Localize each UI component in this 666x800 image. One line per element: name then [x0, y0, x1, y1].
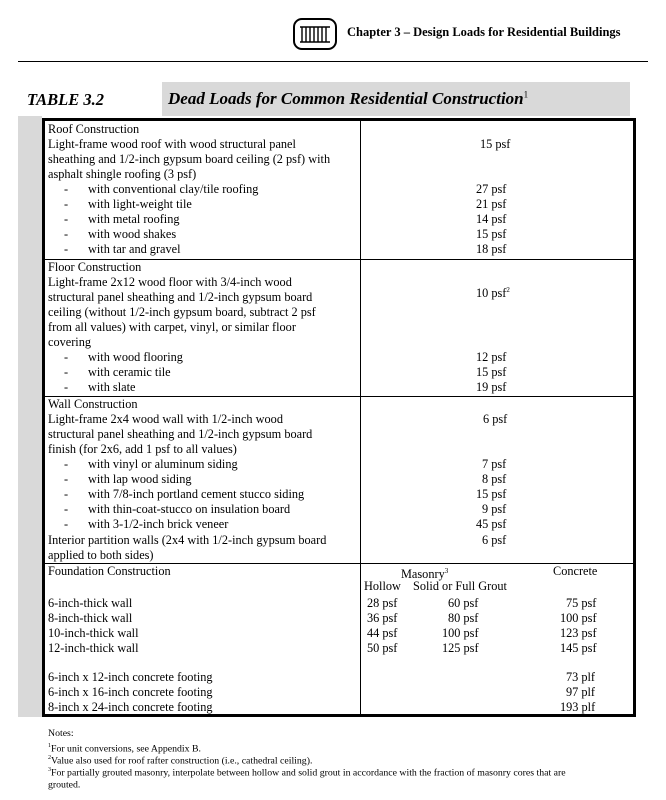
bullet-dash: -	[64, 350, 69, 364]
note-item: $^1$For unit conversions, see Appendix B.	[48, 743, 201, 755]
hollow-value: 28 psf	[367, 596, 398, 610]
hollow-value: 36 psf	[367, 611, 398, 625]
concrete-header: Concrete	[553, 564, 598, 578]
floor-heading: Floor Construction	[48, 260, 142, 274]
wall-item-value: 15 psf	[476, 487, 507, 501]
roof-item-label: with conventional clay/tile roofing	[88, 182, 259, 196]
footing-label: 8-inch x 24-inch concrete footing	[48, 700, 213, 714]
floor-desc-line: structural panel sheathing and 1/2-inch gypsum board	[48, 290, 313, 304]
wall-item-value: 45 psf	[476, 517, 507, 531]
wall-item-label: with lap wood siding	[88, 472, 192, 486]
bullet-dash: -	[64, 457, 69, 471]
concrete-value: 145 psf	[560, 641, 597, 655]
floor-item-label: with slate	[88, 380, 136, 394]
concrete-value: 123 psf	[560, 626, 597, 640]
solid-value: 100 psf	[442, 626, 479, 640]
floor-desc-line: from all values) with carpet, vinyl, or similar floor	[48, 320, 296, 334]
wall-heading: Wall Construction	[48, 397, 138, 411]
note-item: $^3$For partially grouted masonry, interpolate between hollow and solid grout in accordance with the fraction of masonry cores that are	[48, 767, 566, 779]
foundation-heading: Foundation Construction	[48, 564, 171, 578]
bullet-dash: -	[64, 380, 69, 394]
wall-base-value: 6 psf	[483, 412, 508, 426]
notes-heading: Notes:	[48, 728, 74, 739]
floor-item-value: 12 psf	[476, 350, 507, 364]
roof-item-value: 18 psf	[476, 242, 507, 256]
footing-value: 193 plf	[560, 700, 596, 714]
floor-desc-line: covering	[48, 335, 92, 349]
roof-item-value: 27 psf	[476, 182, 507, 196]
floor-desc-line: Light-frame 2x12 wood floor with 3/4-inch wood	[48, 275, 292, 289]
floor-base-value: 10 psf$^2$	[476, 286, 510, 301]
floor-item-label: with ceramic tile	[88, 365, 171, 379]
bullet-dash: -	[64, 197, 69, 211]
foundation-wall-label: 12-inch-thick wall	[48, 641, 139, 655]
bullet-dash: -	[64, 227, 69, 241]
column-divider	[360, 121, 361, 716]
wall-item-value: 8 psf	[482, 472, 507, 486]
header-rule	[18, 61, 648, 62]
interior-wall-line: applied to both sides)	[48, 548, 154, 562]
solid-value: 60 psf	[448, 596, 479, 610]
bullet-dash: -	[64, 487, 69, 501]
roof-item-label: with metal roofing	[88, 212, 180, 226]
foundation-wall-label: 8-inch-thick wall	[48, 611, 133, 625]
footing-label: 6-inch x 12-inch concrete footing	[48, 670, 213, 684]
roof-item-value: 21 psf	[476, 197, 507, 211]
note-item: grouted.	[48, 779, 81, 791]
table-label: TABLE 3.2	[27, 90, 105, 109]
bullet-dash: -	[64, 517, 69, 531]
bullet-dash: -	[64, 502, 69, 516]
wall-desc-line: structural panel sheathing and 1/2-inch gypsum board	[48, 427, 313, 441]
table-title: Dead Loads for Common Residential Construction$^1$	[168, 89, 529, 108]
roof-item-value: 15 psf	[476, 227, 507, 241]
roof-item-value: 14 psf	[476, 212, 507, 226]
wall-item-value: 9 psf	[482, 502, 507, 516]
roof-item-label: with tar and gravel	[88, 242, 181, 256]
floor-item-value: 15 psf	[476, 365, 507, 379]
columns-icon	[293, 18, 337, 50]
masonry-header: Masonry$^3$	[401, 567, 449, 582]
floor-item-label: with wood flooring	[88, 350, 183, 364]
footing-value: 97 plf	[566, 685, 596, 699]
hollow-value: 44 psf	[367, 626, 398, 640]
wall-desc-line: Light-frame 2x4 wood wall with 1/2-inch wood	[48, 412, 283, 426]
interior-wall-line: Interior partition walls (2x4 with 1/2-inch gypsum board	[48, 533, 327, 547]
wall-item-label: with thin-coat-stucco on insulation board	[88, 502, 291, 516]
wall-item-value: 7 psf	[482, 457, 507, 471]
roof-base-value: 15 psf	[480, 137, 511, 151]
roof-heading: Roof Construction	[48, 122, 140, 136]
concrete-value: 100 psf	[560, 611, 597, 625]
concrete-value: 75 psf	[566, 596, 597, 610]
roof-item-label: with light-weight tile	[88, 197, 192, 211]
floor-item-value: 19 psf	[476, 380, 507, 394]
note-item: $^2$Value also used for roof rafter construction (i.e., cathedral ceiling).	[48, 755, 313, 767]
chapter-title: Chapter 3 – Design Loads for Residential Buildings	[347, 25, 621, 39]
hollow-value: 50 psf	[367, 641, 398, 655]
roof-desc-line: asphalt shingle roofing (3 psf)	[48, 167, 197, 181]
foundation-wall-label: 10-inch-thick wall	[48, 626, 139, 640]
floor-desc-line: ceiling (without 1/2-inch gypsum board, subtract 2 psf	[48, 305, 316, 319]
interior-wall-value: 6 psf	[482, 533, 507, 547]
wall-desc-line: finish (for 2x6, add 1 psf to all values)	[48, 442, 237, 456]
roof-desc-line: sheathing and 1/2-inch gypsum board ceiling (2 psf) with	[48, 152, 331, 166]
bullet-dash: -	[64, 242, 69, 256]
roof-desc-line: Light-frame wood roof with wood structural panel	[48, 137, 296, 151]
bullet-dash: -	[64, 182, 69, 196]
table-gutter	[18, 116, 42, 717]
wall-item-label: with 7/8-inch portland cement stucco siding	[88, 487, 305, 501]
wall-item-label: with vinyl or aluminum siding	[88, 457, 238, 471]
bullet-dash: -	[64, 365, 69, 379]
bullet-dash: -	[64, 212, 69, 226]
roof-item-label: with wood shakes	[88, 227, 177, 241]
footing-value: 73 plf	[566, 670, 596, 684]
footing-label: 6-inch x 16-inch concrete footing	[48, 685, 213, 699]
solid-grout-header: Solid or Full Grout	[413, 579, 507, 593]
foundation-wall-label: 6-inch-thick wall	[48, 596, 133, 610]
wall-item-label: with 3-1/2-inch brick veneer	[88, 517, 229, 531]
hollow-header: Hollow	[364, 579, 401, 593]
bullet-dash: -	[64, 472, 69, 486]
solid-value: 80 psf	[448, 611, 479, 625]
solid-value: 125 psf	[442, 641, 479, 655]
